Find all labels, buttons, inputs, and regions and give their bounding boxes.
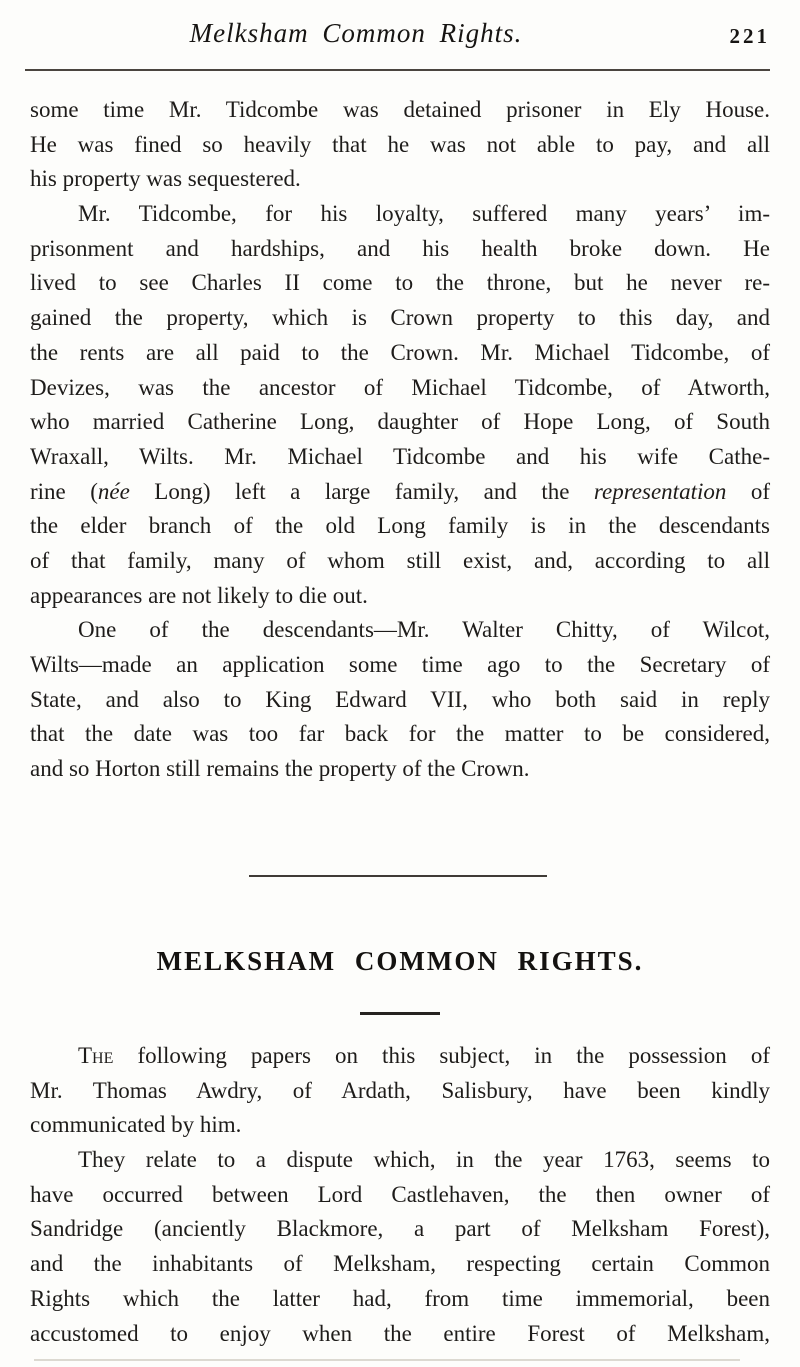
text-line: appearances are not likely to die out. <box>30 582 368 608</box>
text-line: Mr. Thomas Awdry, of Ardath, Salisbury, have been kindly <box>30 1077 770 1103</box>
text-line: prisonment and hardships, and his health broke down. He <box>30 235 770 261</box>
text-line: Mr. Tidcombe, for his loyalty, suffered many years’ im- <box>78 201 770 227</box>
text-line: rine (née Long) left a large family, and the representation of <box>30 478 770 504</box>
section-text-block <box>30 1039 770 1351</box>
paragraph <box>30 93 770 197</box>
text-line: that the date was too far back for the matter to be considered, <box>30 721 770 747</box>
running-head-title: Melksham Common Rights. <box>189 18 523 48</box>
text-line: who married Catherine Long, daughter of Hope Long, of South <box>30 409 770 435</box>
paragraph <box>30 1143 770 1351</box>
text-line: his property was sequestered. <box>30 166 301 192</box>
paragraph <box>30 197 770 613</box>
section-heading: MELKSHAM COMMON RIGHTS. <box>156 946 644 976</box>
scan-artifact-line <box>34 1359 740 1361</box>
paragraph <box>30 613 770 786</box>
text-line: of that family, many of whom still exist, and, according to all <box>30 547 770 573</box>
text-line: lived to see Charles II come to the throne, but he never re- <box>30 270 770 296</box>
text-line: the rents are all paid to the Crown. Mr. Michael Tidcombe, of <box>30 339 770 365</box>
text-line: The following papers on this subject, in the possession of <box>78 1043 770 1068</box>
paragraph <box>30 1039 770 1143</box>
text-line: One of the descendants—Mr. Walter Chitty, of Wilcot, <box>78 617 770 643</box>
text-line: Rights which the latter had, from time immemorial, been <box>30 1285 770 1311</box>
text-line: Sandridge (anciently Blackmore, a part of Melksham Forest), <box>30 1216 770 1242</box>
section-divider-rule <box>249 875 547 877</box>
page-number: 221 <box>729 24 770 48</box>
text-line: They relate to a dispute which, in the year 1763, seems to <box>78 1147 770 1173</box>
text-line: gained the property, which is Crown property to this day, and <box>30 305 770 331</box>
header-rule <box>25 69 770 71</box>
text-line: State, and also to King Edward VII, who both said in reply <box>30 686 770 712</box>
text-line: and so Horton still remains the property of the Crown. <box>30 756 530 782</box>
text-line: He was fined so heavily that he was not able to pay, and all <box>30 131 770 157</box>
main-text-block <box>30 93 770 787</box>
text-line: communicated by him. <box>30 1112 242 1138</box>
text-line: the elder branch of the old Long family is in the descendants <box>30 513 770 539</box>
heading-underline-rule <box>360 1012 440 1015</box>
text-line: some time Mr. Tidcombe was detained prisoner in Ely House. <box>30 97 770 122</box>
text-line: Wraxall, Wilts. Mr. Michael Tidcombe and his wife Cathe- <box>30 443 770 469</box>
text-line: and the inhabitants of Melksham, respecting certain Common <box>30 1251 770 1277</box>
text-line: Devizes, was the ancestor of Michael Tidcombe, of Atworth, <box>30 374 770 400</box>
text-line: have occurred between Lord Castlehaven, the then owner of <box>30 1181 770 1207</box>
text-line: accustomed to enjoy when the entire Forest of Melksham, <box>30 1320 770 1346</box>
text-line: Wilts—made an application some time ago to the Secretary of <box>30 652 770 677</box>
